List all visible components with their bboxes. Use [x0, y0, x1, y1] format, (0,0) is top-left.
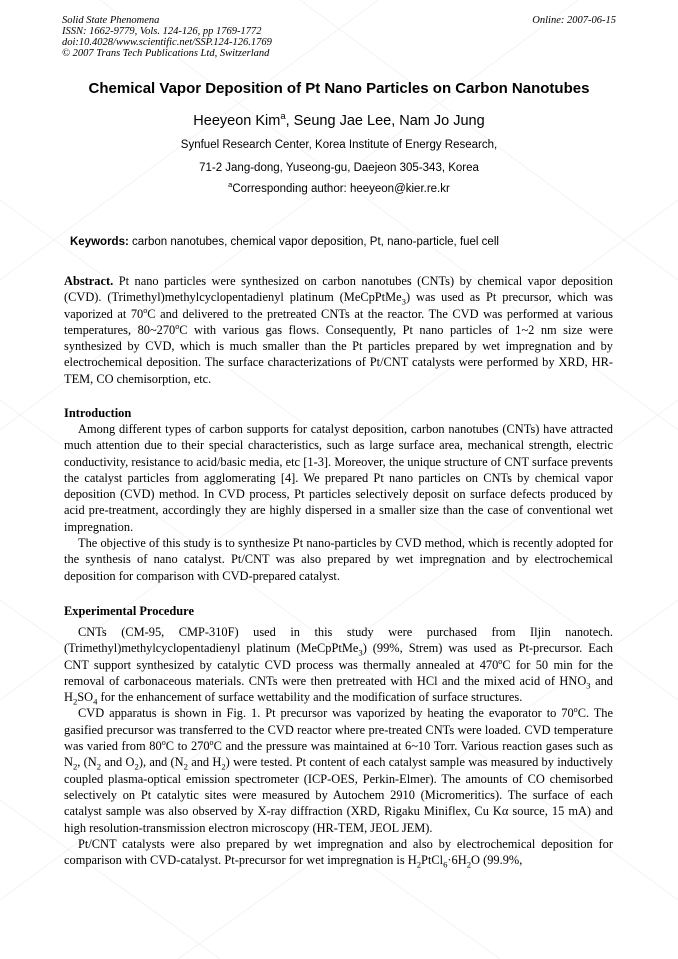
affiliation-line-2: 71-2 Jang-dong, Yuseong-gu, Daejeon 305-343, Korea	[199, 162, 479, 174]
issn-line: ISSN: 1662-9779, Vols. 124-126, pp 1769-1772	[62, 26, 262, 37]
author-sup: a	[280, 110, 286, 122]
exp-text: O (99.9%,	[471, 853, 523, 868]
affiliation-line-1: Synfuel Research Center, Korea Institute of Energy Research,	[180, 139, 498, 151]
exp-text: C and the pressure was maintained at 6~10 Torr. Various reaction gases such as N	[64, 739, 613, 770]
experimental-heading: Experimental Procedure	[64, 604, 194, 618]
degree-sup: o	[161, 737, 166, 747]
keywords-text: carbon nanotubes, chemical vapor deposition, Pt, nano-particle, fuel cell	[128, 236, 499, 248]
corr-sup: a	[228, 180, 233, 190]
degree-sup: o	[209, 737, 214, 747]
sub: 2	[134, 761, 139, 772]
exp-paragraph-3	[64, 836, 613, 869]
intro-paragraph-2: The objective of this study is to synthesize Pt nano-particles by CVD method, which is recently adopted for the synthesis of nano catalyst. Pt/CNT was also prepared by wet impregnation and by electrochemical deposition for comparison with CVD-prepared catalyst.	[64, 536, 613, 583]
paper-title: Chemical Vapor Deposition of Pt Nano Particles on Carbon Nanotubes	[88, 80, 590, 97]
corr-text: Corresponding author: heeyeon@kier.re.kr	[232, 183, 450, 195]
exp-text: and H	[187, 755, 222, 770]
doi-line: doi:10.4028/www.scientific.net/SSP.124-126.1769	[62, 37, 272, 48]
sub: 2	[72, 761, 78, 772]
author-first: Heeyeon Kim	[193, 113, 281, 129]
exp-text: SO	[77, 690, 94, 705]
author-rest: , Seung Jae Lee, Nam Jo Jung	[285, 113, 485, 129]
intro-paragraph-1: Among different types of carbon supports for catalyst deposition, carbon nanotubes (CNTs) have attracted much attention due to their special characteristics, such as large surface area, mechanical strength, electric conductivity, resistance to acid/basic media, etc [1-3]. Moreover, the unique structure of CNT surface prevents the catalyst particles from agglomerating [4]. We prepared Pt nano particles on CNTs by chemical vapor deposition (CVD) method. In CVD process, Pt particles selectively deposit on surface defects produced by acid pre-treatment, accordingly they are highly dispersed in a smaller size than the case of conventional wet impregnation.	[64, 422, 613, 534]
experimental-body	[64, 624, 613, 868]
online-date: Online: 2007-06-15	[532, 15, 616, 26]
sub: 6	[443, 859, 448, 870]
exp-text: for the enhancement of surface wettability and the modification of surface structures.	[97, 690, 523, 705]
exp-text: C for 50 min for the removal of carbonaceous materials. CNTs were then pretreated with HCl and the mixed acid of HNO	[64, 657, 614, 688]
journal-name: Solid State Phenomena	[62, 15, 160, 26]
exp-text: ) were tested. Pt content of each catalyst sample was measured by inductively coupled plasma-optical emission spectrometer (ICP-OES, Perkin-Elmer). The amounts of CO chemisorbed selectively on Pt catalytic sites were measured by Autochem 2910 (Micromeritics). The surface of each catalyst sample was also observed by X-ray diffraction (XRD, Rigaku Miniflex, Cu Kα source, 15 mA) and high resolution-transmission electron microscopy (HR-TEM, JEOL JEM).	[64, 755, 613, 835]
author-list	[0, 110, 678, 129]
degree-sup: o	[143, 305, 148, 315]
exp-text: CNTs (CM-95, CMP-310F) used in this study were purchased from Iljin nanotech. (Trimethyl)methylcyclopentadienyl platinum (MeCpPtMe	[64, 625, 613, 656]
introduction-heading: Introduction	[64, 406, 132, 420]
exp-paragraph-1	[64, 624, 613, 705]
degree-sup: o	[573, 705, 578, 715]
sub: 2	[96, 761, 102, 772]
keywords	[70, 236, 499, 248]
journal-header	[62, 15, 272, 59]
corresponding-author	[0, 180, 678, 195]
sub: 2	[466, 859, 472, 870]
sub: 4	[93, 696, 98, 707]
sub: 2	[221, 761, 226, 772]
exp-text: ) (99%, Strem) was used as Pt-precursor. Each CNT support synthesized by catalytic CVD process was thermally annealed at 470	[64, 641, 613, 672]
sub: 2	[416, 859, 422, 870]
abstract-text: Pt nano particles were synthesized on carbon nanotubes (CNTs) by chemical vapor deposition (CVD). (Trimethyl)methylcyclopentadienyl platinum (MeCpPtMe	[64, 274, 613, 305]
exp-text: , (N	[77, 755, 97, 770]
sub: 2	[183, 761, 188, 772]
exp-text: C. The gasified precursor was transferred to the CVD reactor where pre-treated CNTs were loaded. CVD temperature was varied from 80	[64, 706, 614, 754]
sub: 3	[358, 647, 363, 658]
keywords-label: Keywords:	[70, 236, 129, 248]
sub: 2	[72, 696, 78, 707]
exp-text: CVD apparatus is shown in Fig. 1. Pt precursor was vaporized by heating the evaporator to 70	[78, 706, 574, 721]
exp-text: ), and (N	[138, 755, 184, 770]
exp-text: ·6H	[447, 853, 467, 868]
sub: 3	[401, 296, 406, 307]
exp-paragraph-2	[64, 705, 613, 835]
copyright-line: © 2007 Trans Tech Publications Ltd, Switzerland	[62, 48, 270, 59]
abstract-text: ) was used as Pt precursor, which was vaporized at 70	[64, 290, 613, 321]
abstract-label: Abstract.	[64, 274, 114, 288]
degree-sup: o	[498, 656, 503, 666]
exp-text: and H	[64, 673, 613, 705]
introduction-body	[64, 421, 613, 584]
abstract-text: C and delivered to the pretreated CNTs at the reactor. The CVD was performed at various temperatures, 80~270	[64, 306, 613, 337]
exp-text: Pt/CNT catalysts were also prepared by wet impregnation and also by electrochemical deposition for comparison with CVD-catalyst. Pt-precursor for wet impregnation is H	[64, 836, 613, 868]
exp-text: C to 270	[165, 739, 210, 754]
sub: 3	[586, 680, 591, 691]
degree-sup: o	[175, 321, 180, 331]
abstract-text: C with various gas flows. Consequently, Pt nano particles of 1~2 nm size were synthesized by CVD, which is much smaller than the Pt particles prepared by wet impregnation and by electrochemical deposition. The surface characterizations of Pt/CNT catalysts were performed by XRD, HR-TEM, CO chemisorption, etc.	[64, 322, 613, 386]
exp-text: PtCl	[421, 853, 444, 868]
exp-text: and O	[101, 755, 135, 770]
abstract	[64, 273, 613, 387]
